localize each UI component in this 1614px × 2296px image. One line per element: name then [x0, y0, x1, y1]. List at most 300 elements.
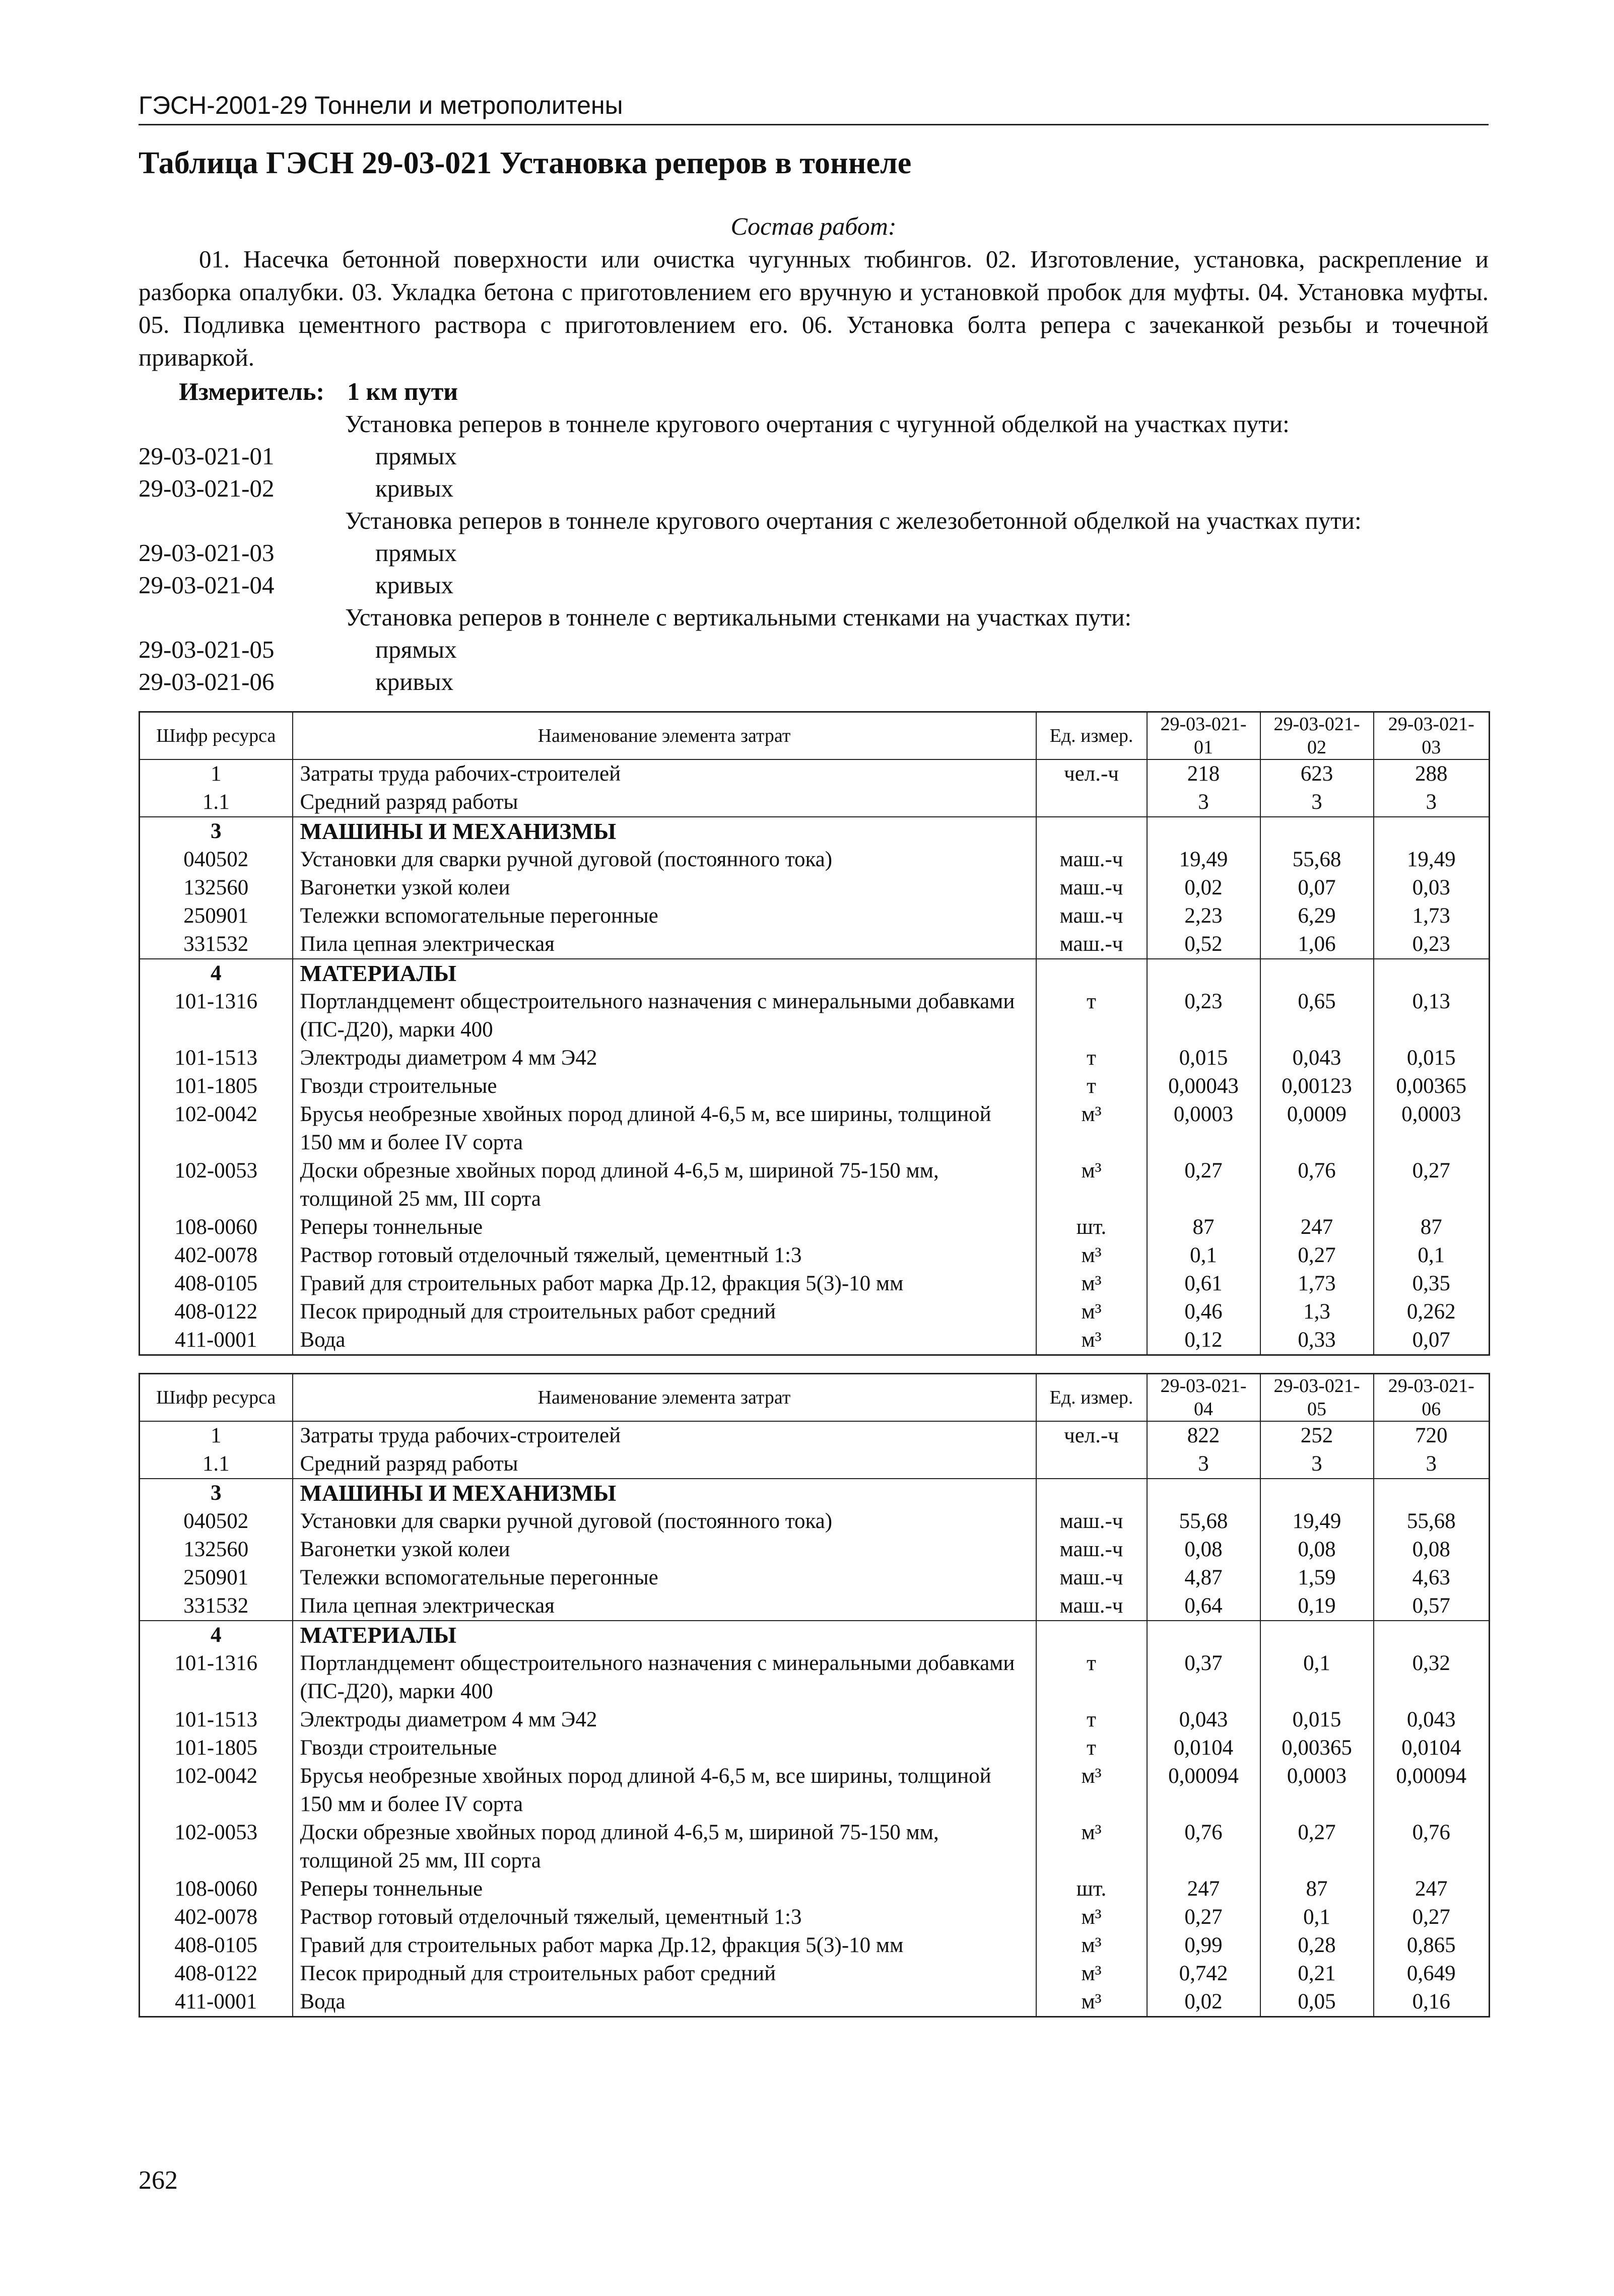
- cell-name: Песок природный для строительных работ средний: [293, 1960, 1036, 1988]
- variant-code: 29-03-021-05: [139, 636, 275, 663]
- variant-group-heading: Установка реперов в тоннеле с вертикальными стенками на участках пути:: [345, 603, 1132, 631]
- cell-value: 0,742: [1147, 1960, 1260, 1988]
- cell-unit: маш.-ч: [1036, 874, 1147, 902]
- cell-name: Установки для сварки ручной дуговой (постоянного тока): [293, 1507, 1036, 1536]
- cell-value: 3: [1147, 788, 1260, 817]
- cell-value: 0,0003: [1147, 1100, 1260, 1157]
- cell-name: Вода: [293, 1988, 1036, 2017]
- cell-value: 0,00365: [1374, 1072, 1490, 1100]
- cell-code: 408-0122: [140, 1960, 293, 1988]
- cell-value: [1147, 959, 1260, 988]
- header-unit: Ед. измер.: [1036, 712, 1147, 760]
- cell-value: 19,49: [1147, 846, 1260, 874]
- cell-code: 102-0042: [140, 1762, 293, 1819]
- cell-name: Гвозди строительные: [293, 1072, 1036, 1100]
- cell-unit: маш.-ч: [1036, 902, 1147, 930]
- cell-value: 0,08: [1260, 1536, 1374, 1564]
- cell-unit: маш.-ч: [1036, 1536, 1147, 1564]
- section-row: [140, 817, 1490, 846]
- cell-value: 0,64: [1147, 1592, 1260, 1621]
- table-row: [140, 1988, 1490, 2017]
- cell-value: 0,015: [1374, 1044, 1490, 1072]
- variant-item: [139, 472, 1489, 505]
- cell-value: 0,37: [1147, 1649, 1260, 1706]
- cell-value: 0,35: [1374, 1270, 1490, 1298]
- cell-value: 0,0104: [1147, 1734, 1260, 1762]
- cell-value: 87: [1374, 1213, 1490, 1241]
- cell-value: 252: [1260, 1421, 1374, 1450]
- cell-value: 0,015: [1260, 1706, 1374, 1734]
- cell-value: 623: [1260, 759, 1374, 788]
- variant-label: кривых: [375, 668, 454, 695]
- cell-unit: м³: [1036, 1819, 1147, 1875]
- cell-value: 0,16: [1374, 1988, 1490, 2017]
- variant-group: [139, 601, 1489, 698]
- table-row: [140, 1734, 1490, 1762]
- cell-value: 0,1: [1260, 1649, 1374, 1706]
- table-row: [140, 1298, 1490, 1326]
- cell-value: 0,33: [1260, 1326, 1374, 1355]
- header-column: 29-03-021-04: [1147, 1374, 1260, 1422]
- table-row: [140, 902, 1490, 930]
- cell-value: 1,73: [1374, 902, 1490, 930]
- cell-code: 331532: [140, 930, 293, 959]
- cell-value: 55,68: [1374, 1507, 1490, 1536]
- cell-value: 0,865: [1374, 1931, 1490, 1960]
- cell-value: 4,63: [1374, 1564, 1490, 1592]
- resource-table-1: [139, 711, 1490, 1356]
- cell-value: 0,27: [1374, 1903, 1490, 1931]
- table-body: [140, 759, 1490, 1355]
- cell-value: 247: [1374, 1875, 1490, 1903]
- cell-value: [1374, 1479, 1490, 1507]
- cell-value: 0,0009: [1260, 1100, 1374, 1157]
- cell-name: Гравий для строительных работ марка Др.12, фракция 5(3)-10 мм: [293, 1270, 1036, 1298]
- cell-value: 218: [1147, 759, 1260, 788]
- header-column: 29-03-021-01: [1147, 712, 1260, 760]
- cell-unit: [1036, 1479, 1147, 1507]
- variant-group-heading: Установка реперов в тоннеле кругового очертания с железобетонной обделкой на участках пути:: [345, 507, 1362, 534]
- header-name: Наименование элемента затрат: [293, 712, 1036, 760]
- header-column: 29-03-021-06: [1374, 1374, 1490, 1422]
- cell-name: Гвозди строительные: [293, 1734, 1036, 1762]
- cell-value: 0,46: [1147, 1298, 1260, 1326]
- cell-value: 0,0104: [1374, 1734, 1490, 1762]
- cell-value: 4,87: [1147, 1564, 1260, 1592]
- variant-item: [139, 666, 1489, 698]
- cell-value: 0,00094: [1147, 1762, 1260, 1819]
- cell-value: [1374, 1621, 1490, 1649]
- cell-code: 411-0001: [140, 1988, 293, 2017]
- variant-label: прямых: [375, 539, 457, 567]
- variant-item: [139, 537, 1489, 569]
- cell-unit: м³: [1036, 1100, 1147, 1157]
- cell-value: 0,015: [1147, 1044, 1260, 1072]
- cell-value: 0,65: [1260, 988, 1374, 1044]
- cell-value: 0,08: [1374, 1536, 1490, 1564]
- cell-value: 0,52: [1147, 930, 1260, 959]
- cell-value: 0,12: [1147, 1326, 1260, 1355]
- cell-value: [1147, 817, 1260, 846]
- header-code: Шифр ресурса: [140, 712, 293, 760]
- cell-name: Тележки вспомогательные перегонные: [293, 1564, 1036, 1592]
- cell-unit: т: [1036, 1044, 1147, 1072]
- cell-name: Тележки вспомогательные перегонные: [293, 902, 1036, 930]
- cell-value: 288: [1374, 759, 1490, 788]
- cell-value: 87: [1260, 1875, 1374, 1903]
- cell-value: 0,27: [1374, 1157, 1490, 1213]
- cell-value: 19,49: [1374, 846, 1490, 874]
- running-head: ГЭСН-2001-29 Тоннели и метрополитены: [139, 91, 1489, 125]
- cell-code: 402-0078: [140, 1241, 293, 1270]
- table-row: [140, 930, 1490, 959]
- cell-unit: т: [1036, 1072, 1147, 1100]
- cell-value: 0,1: [1374, 1241, 1490, 1270]
- table-row: [140, 1044, 1490, 1072]
- cell-value: 822: [1147, 1421, 1260, 1450]
- cell-code: 101-1513: [140, 1044, 293, 1072]
- cell-name: Средний разряд работы: [293, 788, 1036, 817]
- cell-value: 0,0003: [1260, 1762, 1374, 1819]
- composition-text: 01. Насечка бетонной поверхности или очистка чугунных тюбингов. 02. Изготовление, установка, раскрепление и разборка опалубки. 03. Укладка бетона с приготовлением его вручную и установкой пробок для муфты. 04. Установка муфты. 05. Подливка цементного раствора с приготовлением его. 06. Установка болта репера с зачеканкой резьбы и точечной приваркой.: [139, 245, 1489, 371]
- cell-value: [1260, 1621, 1374, 1649]
- cell-unit: м³: [1036, 1241, 1147, 1270]
- header-code: Шифр ресурса: [140, 1374, 293, 1422]
- cell-value: 0,00123: [1260, 1072, 1374, 1100]
- cell-value: 0,00094: [1374, 1762, 1490, 1819]
- cell-code: 408-0122: [140, 1298, 293, 1326]
- cell-name: МАШИНЫ И МЕХАНИЗМЫ: [293, 817, 1036, 846]
- cell-value: 3: [1374, 788, 1490, 817]
- cell-unit: маш.-ч: [1036, 1592, 1147, 1621]
- cell-unit: м³: [1036, 1988, 1147, 2017]
- cell-value: 0,043: [1374, 1706, 1490, 1734]
- cell-value: 720: [1374, 1421, 1490, 1450]
- cell-value: 0,27: [1147, 1157, 1260, 1213]
- variant-item: [139, 634, 1489, 666]
- variant-group: [139, 505, 1489, 601]
- cell-code: 108-0060: [140, 1213, 293, 1241]
- cell-value: 1,3: [1260, 1298, 1374, 1326]
- cell-name: Вагонетки узкой колеи: [293, 874, 1036, 902]
- cell-value: 0,05: [1260, 1988, 1374, 2017]
- measure-value: 1 км пути: [347, 377, 458, 405]
- table-row: [140, 1592, 1490, 1621]
- cell-unit: [1036, 817, 1147, 846]
- cell-value: 3: [1260, 788, 1374, 817]
- cell-value: 0,27: [1147, 1903, 1260, 1931]
- cell-code: 4: [140, 1621, 293, 1649]
- cell-value: 0,76: [1374, 1819, 1490, 1875]
- cell-code: 1.1: [140, 1450, 293, 1479]
- cell-name: Пила цепная электрическая: [293, 930, 1036, 959]
- section-row: [140, 1621, 1490, 1649]
- cell-unit: м³: [1036, 1903, 1147, 1931]
- cell-value: 55,68: [1147, 1507, 1260, 1536]
- cell-value: 3: [1260, 1450, 1374, 1479]
- cell-code: 250901: [140, 902, 293, 930]
- table-row: [140, 1241, 1490, 1270]
- cell-unit: т: [1036, 1734, 1147, 1762]
- cell-unit: м³: [1036, 1931, 1147, 1960]
- table-row: [140, 759, 1490, 788]
- cell-code: 132560: [140, 874, 293, 902]
- variant-code: 29-03-021-04: [139, 571, 275, 599]
- cell-value: 0,23: [1374, 930, 1490, 959]
- variant-code: 29-03-021-02: [139, 474, 275, 502]
- table-row: [140, 1931, 1490, 1960]
- cell-name: Реперы тоннельные: [293, 1213, 1036, 1241]
- cell-name: Гравий для строительных работ марка Др.12, фракция 5(3)-10 мм: [293, 1931, 1036, 1960]
- variant-code: 29-03-021-01: [139, 442, 275, 470]
- cell-name: Песок природный для строительных работ средний: [293, 1298, 1036, 1326]
- cell-value: 0,19: [1260, 1592, 1374, 1621]
- cell-name: МАТЕРИАЛЫ: [293, 959, 1036, 988]
- variant-group: [139, 408, 1489, 505]
- cell-value: [1147, 1479, 1260, 1507]
- table-row: [140, 1536, 1490, 1564]
- cell-unit: т: [1036, 1706, 1147, 1734]
- cell-unit: шт.: [1036, 1875, 1147, 1903]
- cell-name: Реперы тоннельные: [293, 1875, 1036, 1903]
- cell-code: 411-0001: [140, 1326, 293, 1355]
- table-row: [140, 1649, 1490, 1706]
- cell-unit: [1036, 788, 1147, 817]
- cell-value: 0,08: [1147, 1536, 1260, 1564]
- cell-value: 0,32: [1374, 1649, 1490, 1706]
- cell-value: [1147, 1621, 1260, 1649]
- cell-name: Портландцемент общестроительного назначения с минеральными добавками (ПС-Д20), марки 400: [293, 988, 1036, 1044]
- cell-value: 247: [1147, 1875, 1260, 1903]
- cell-name: Пила цепная электрическая: [293, 1592, 1036, 1621]
- cell-unit: маш.-ч: [1036, 1564, 1147, 1592]
- variant-label: кривых: [375, 474, 454, 502]
- cell-value: 0,02: [1147, 874, 1260, 902]
- table-row: [140, 1507, 1490, 1536]
- cell-value: 0,649: [1374, 1960, 1490, 1988]
- cell-unit: чел.-ч: [1036, 759, 1147, 788]
- cell-code: 331532: [140, 1592, 293, 1621]
- cell-code: 408-0105: [140, 1931, 293, 1960]
- cell-unit: шт.: [1036, 1213, 1147, 1241]
- cell-value: 55,68: [1260, 846, 1374, 874]
- cell-name: Раствор готовый отделочный тяжелый, цементный 1:3: [293, 1903, 1036, 1931]
- table-body: [140, 1421, 1490, 2017]
- variants-list: [139, 408, 1489, 698]
- cell-value: 0,00365: [1260, 1734, 1374, 1762]
- cell-value: [1260, 1479, 1374, 1507]
- cell-value: 0,21: [1260, 1960, 1374, 1988]
- cell-unit: [1036, 1450, 1147, 1479]
- cell-unit: м³: [1036, 1762, 1147, 1819]
- cell-code: 040502: [140, 846, 293, 874]
- cell-code: 3: [140, 1479, 293, 1507]
- cell-code: 408-0105: [140, 1270, 293, 1298]
- cell-value: 0,57: [1374, 1592, 1490, 1621]
- cell-value: [1374, 817, 1490, 846]
- table-row: [140, 1421, 1490, 1450]
- table-header-row: [140, 712, 1490, 760]
- cell-code: 1.1: [140, 788, 293, 817]
- cell-value: 0,07: [1260, 874, 1374, 902]
- table-row: [140, 1157, 1490, 1213]
- cell-code: 101-1805: [140, 1072, 293, 1100]
- cell-unit: маш.-ч: [1036, 930, 1147, 959]
- header-column: 29-03-021-03: [1374, 712, 1490, 760]
- cell-unit: [1036, 1621, 1147, 1649]
- cell-value: 0,03: [1374, 874, 1490, 902]
- cell-name: Затраты труда рабочих-строителей: [293, 1421, 1036, 1450]
- cell-name: Установки для сварки ручной дуговой (постоянного тока): [293, 846, 1036, 874]
- cell-name: Брусья необрезные хвойных пород длиной 4-6,5 м, все ширины, толщиной 150 мм и более IV сорта: [293, 1762, 1036, 1819]
- cell-unit: т: [1036, 988, 1147, 1044]
- cell-code: 402-0078: [140, 1903, 293, 1931]
- cell-name: Вода: [293, 1326, 1036, 1355]
- cell-value: 0,76: [1147, 1819, 1260, 1875]
- cell-code: 102-0042: [140, 1100, 293, 1157]
- table-row: [140, 846, 1490, 874]
- cell-name: Электроды диаметром 4 мм Э42: [293, 1706, 1036, 1734]
- measure-line: [139, 377, 1489, 406]
- cell-code: 1: [140, 1421, 293, 1450]
- cell-value: 0,07: [1374, 1326, 1490, 1355]
- table-row: [140, 1706, 1490, 1734]
- table-row: [140, 1450, 1490, 1479]
- cell-value: 3: [1147, 1450, 1260, 1479]
- cell-code: 1: [140, 759, 293, 788]
- cell-value: 0,99: [1147, 1931, 1260, 1960]
- cell-value: [1260, 959, 1374, 988]
- cell-value: 1,73: [1260, 1270, 1374, 1298]
- cell-value: 2,23: [1147, 902, 1260, 930]
- cell-name: Доски обрезные хвойных пород длиной 4-6,5 м, шириной 75-150 мм, толщиной 25 мм, III сорта: [293, 1819, 1036, 1875]
- table-row: [140, 1100, 1490, 1157]
- table-row: [140, 1903, 1490, 1931]
- cell-value: 0,043: [1260, 1044, 1374, 1072]
- composition-heading: Состав работ:: [730, 212, 897, 240]
- cell-code: 3: [140, 817, 293, 846]
- variant-label: прямых: [375, 636, 457, 663]
- cell-name: Вагонетки узкой колеи: [293, 1536, 1036, 1564]
- table-row: [140, 1564, 1490, 1592]
- cell-code: 108-0060: [140, 1875, 293, 1903]
- table-row: [140, 1270, 1490, 1298]
- cell-unit: м³: [1036, 1270, 1147, 1298]
- variant-code: 29-03-021-03: [139, 539, 275, 567]
- table-title: Таблица ГЭСН 29-03-021 Установка реперов в тоннеле: [139, 146, 912, 180]
- cell-value: 87: [1147, 1213, 1260, 1241]
- table-row: [140, 988, 1490, 1044]
- section-row: [140, 959, 1490, 988]
- cell-name: Брусья необрезные хвойных пород длиной 4-6,5 м, все ширины, толщиной 150 мм и более IV сорта: [293, 1100, 1036, 1157]
- header-column: 29-03-021-05: [1260, 1374, 1374, 1422]
- cell-value: 0,02: [1147, 1988, 1260, 2017]
- variant-item: [139, 440, 1489, 472]
- cell-value: 0,00043: [1147, 1072, 1260, 1100]
- section-row: [140, 1479, 1490, 1507]
- cell-name: Раствор готовый отделочный тяжелый, цементный 1:3: [293, 1241, 1036, 1270]
- table-row: [140, 1875, 1490, 1903]
- variant-group-heading: Установка реперов в тоннеле кругового очертания с чугунной обделкой на участках пути:: [345, 410, 1290, 438]
- cell-unit: маш.-ч: [1036, 1507, 1147, 1536]
- cell-code: 132560: [140, 1536, 293, 1564]
- header-unit: Ед. измер.: [1036, 1374, 1147, 1422]
- cell-value: 1,06: [1260, 930, 1374, 959]
- document-page: [139, 91, 1489, 2017]
- cell-unit: м³: [1036, 1298, 1147, 1326]
- cell-value: 0,28: [1260, 1931, 1374, 1960]
- table-header-row: [140, 1374, 1490, 1422]
- header-name: Наименование элемента затрат: [293, 1374, 1036, 1422]
- cell-code: 101-1805: [140, 1734, 293, 1762]
- page-number: 262: [139, 2166, 178, 2195]
- variant-code: 29-03-021-06: [139, 668, 275, 695]
- table-row: [140, 874, 1490, 902]
- cell-value: 0,1: [1147, 1241, 1260, 1270]
- cell-value: 1,59: [1260, 1564, 1374, 1592]
- table-row: [140, 1326, 1490, 1355]
- cell-unit: [1036, 959, 1147, 988]
- cell-name: МАТЕРИАЛЫ: [293, 1621, 1036, 1649]
- table-row: [140, 1819, 1490, 1875]
- cell-value: 0,27: [1260, 1241, 1374, 1270]
- cell-value: 3: [1374, 1450, 1490, 1479]
- cell-value: 247: [1260, 1213, 1374, 1241]
- cell-code: 250901: [140, 1564, 293, 1592]
- cell-name: Средний разряд работы: [293, 1450, 1036, 1479]
- cell-value: 19,49: [1260, 1507, 1374, 1536]
- cell-unit: м³: [1036, 1326, 1147, 1355]
- header-column: 29-03-021-02: [1260, 712, 1374, 760]
- cell-value: 0,1: [1260, 1903, 1374, 1931]
- resource-table-2: [139, 1373, 1490, 2017]
- cell-code: 101-1513: [140, 1706, 293, 1734]
- cell-name: Электроды диаметром 4 мм Э42: [293, 1044, 1036, 1072]
- table-row: [140, 1960, 1490, 1988]
- variant-item: [139, 569, 1489, 601]
- cell-code: 102-0053: [140, 1157, 293, 1213]
- cell-value: [1374, 959, 1490, 988]
- cell-name: Доски обрезные хвойных пород длиной 4-6,5 м, шириной 75-150 мм, толщиной 25 мм, III сорта: [293, 1157, 1036, 1213]
- cell-value: 0,76: [1260, 1157, 1374, 1213]
- cell-value: 0,61: [1147, 1270, 1260, 1298]
- cell-code: 040502: [140, 1507, 293, 1536]
- table-row: [140, 788, 1490, 817]
- cell-value: 0,23: [1147, 988, 1260, 1044]
- cell-unit: чел.-ч: [1036, 1421, 1147, 1450]
- cell-unit: м³: [1036, 1157, 1147, 1213]
- cell-value: 0,0003: [1374, 1100, 1490, 1157]
- cell-unit: м³: [1036, 1960, 1147, 1988]
- cell-code: 101-1316: [140, 1649, 293, 1706]
- cell-value: 0,27: [1260, 1819, 1374, 1875]
- cell-unit: т: [1036, 1649, 1147, 1706]
- cell-value: 0,043: [1147, 1706, 1260, 1734]
- cell-name: Портландцемент общестроительного назначения с минеральными добавками (ПС-Д20), марки 400: [293, 1649, 1036, 1706]
- measure-label: Измеритель:: [179, 377, 325, 405]
- table-row: [140, 1072, 1490, 1100]
- cell-name: Затраты труда рабочих-строителей: [293, 759, 1036, 788]
- table-row: [140, 1213, 1490, 1241]
- cell-value: 6,29: [1260, 902, 1374, 930]
- cell-code: 4: [140, 959, 293, 988]
- cell-code: 102-0053: [140, 1819, 293, 1875]
- cell-name: МАШИНЫ И МЕХАНИЗМЫ: [293, 1479, 1036, 1507]
- table-row: [140, 1762, 1490, 1819]
- cell-value: 0,262: [1374, 1298, 1490, 1326]
- cell-value: 0,13: [1374, 988, 1490, 1044]
- cell-unit: маш.-ч: [1036, 846, 1147, 874]
